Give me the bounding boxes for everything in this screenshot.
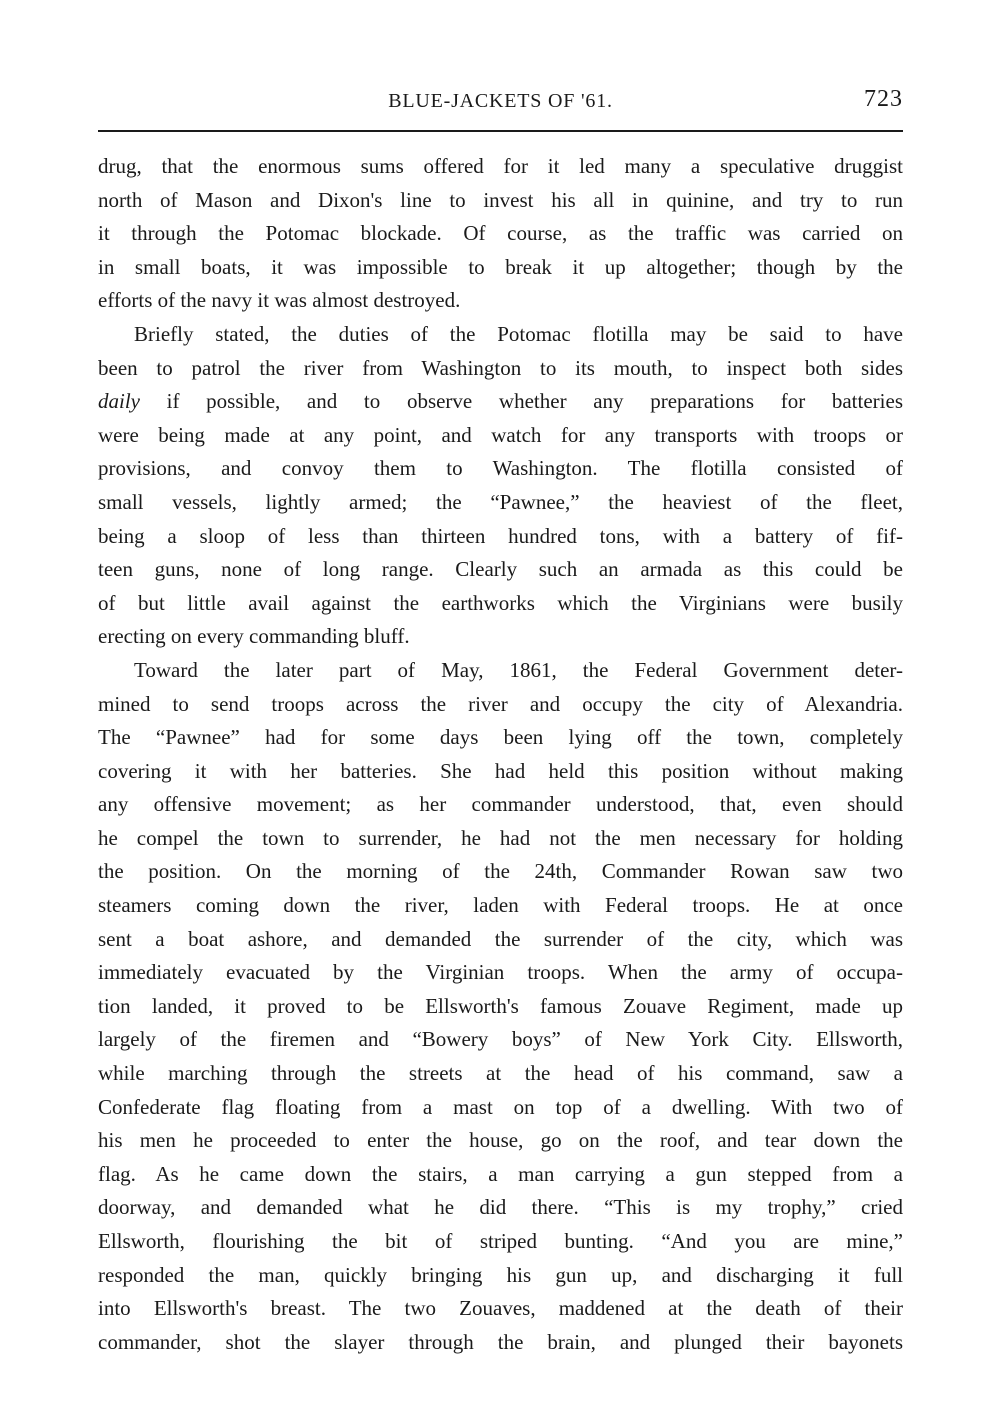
text-line: commander, shot the slayer through the brain, and plunged their bayonets bbox=[98, 1329, 903, 1354]
text-line: Ellsworth, flourishing the bit of striped bunting. “And you are mine,” bbox=[98, 1229, 903, 1253]
text-line: steamers coming down the river, laden with Federal troops. He at once bbox=[98, 893, 903, 918]
paragraph-1 bbox=[98, 150, 903, 318]
text-line: Toward the later part of May, 1861, the Federal Government deter- bbox=[134, 657, 903, 682]
text-line: Briefly stated, the duties of the Potomac flotilla may be said to have bbox=[134, 321, 903, 346]
text-line: into Ellsworth's breast. The two Zouaves, maddened at the death of their bbox=[98, 1296, 903, 1321]
text-line: flag. As he came down the stairs, a man carrying a gun stepped from a bbox=[98, 1161, 903, 1186]
text-line: drug, that the enormous sums offered for it led many a speculative druggist bbox=[98, 154, 903, 178]
text-line: mined to send troops across the river and occupy the city of Alexandria. bbox=[98, 691, 903, 716]
text-line: small vessels, lightly armed; the “Pawnee,” the heaviest of the fleet, bbox=[98, 489, 903, 514]
italic-word: daily bbox=[98, 389, 140, 414]
text-line: of but little avail against the earthworks which the Virginians were busily bbox=[98, 590, 903, 615]
text-line-with-italic bbox=[98, 385, 903, 419]
text-line: teen guns, none of long range. Clearly such an armada as this could be bbox=[98, 557, 903, 582]
text-line: The “Pawnee” had for some days been lying off the town, completely bbox=[98, 725, 903, 750]
text-line: being a sloop of less than thirteen hundred tons, with a battery of fif- bbox=[98, 523, 903, 548]
text-line: sent a boat ashore, and demanded the surrender of the city, which was bbox=[98, 926, 903, 951]
text-line: he compel the town to surrender, he had not the men necessary for holding bbox=[98, 825, 903, 850]
text-line: efforts of the navy it was almost destroyed. bbox=[98, 288, 461, 313]
paragraph-3 bbox=[98, 654, 903, 1359]
text-line: doorway, and demanded what he did there. “This is my trophy,” cried bbox=[98, 1195, 903, 1220]
text-line: erecting on every commanding bluff. bbox=[98, 624, 410, 649]
text-line: immediately evacuated by the Virginian troops. When the army of occupa- bbox=[98, 960, 903, 985]
text-line: it through the Potomac blockade. Of course, as the traffic was carried on bbox=[98, 221, 903, 246]
body-text bbox=[98, 150, 903, 1359]
page-number: 723 bbox=[864, 86, 903, 112]
text-line: the position. On the morning of the 24th, Commander Rowan saw two bbox=[98, 859, 903, 884]
text-line: been to patrol the river from Washington to its mouth, to inspect both sides bbox=[98, 355, 903, 380]
text-line: were being made at any point, and watch for any transports with troops or bbox=[98, 422, 903, 447]
text-line: covering it with her batteries. She had held this position without making bbox=[98, 758, 903, 783]
running-head bbox=[98, 86, 903, 118]
text-line: responded the man, quickly bringing his gun up, and discharging it full bbox=[98, 1262, 903, 1287]
text-line: in small boats, it was impossible to break it up altogether; though by the bbox=[98, 254, 903, 279]
text-line: Confederate flag floating from a mast on top of a dwelling. With two of bbox=[98, 1094, 903, 1119]
text-line: his men he proceeded to enter the house, go on the roof, and tear down the bbox=[98, 1128, 903, 1153]
text-line: tion landed, it proved to be Ellsworth's famous Zouave Regiment, made up bbox=[98, 993, 903, 1018]
running-title: BLUE-JACKETS OF '61. bbox=[388, 90, 613, 112]
text-line: north of Mason and Dixon's line to invest his all in quinine, and try to run bbox=[98, 187, 903, 212]
text-line: largely of the firemen and “Bowery boys” of New York City. Ellsworth, bbox=[98, 1027, 903, 1052]
header-rule bbox=[98, 130, 903, 132]
text-line: provisions, and convoy them to Washington. The flotilla consisted of bbox=[98, 456, 903, 481]
text-line: while marching through the streets at the head of his command, saw a bbox=[98, 1061, 903, 1086]
text-line: any offensive movement; as her commander understood, that, even should bbox=[98, 792, 903, 817]
text-fragment: if possible, and to observe whether any preparations for batteries bbox=[140, 389, 903, 414]
paragraph-2 bbox=[98, 318, 903, 654]
